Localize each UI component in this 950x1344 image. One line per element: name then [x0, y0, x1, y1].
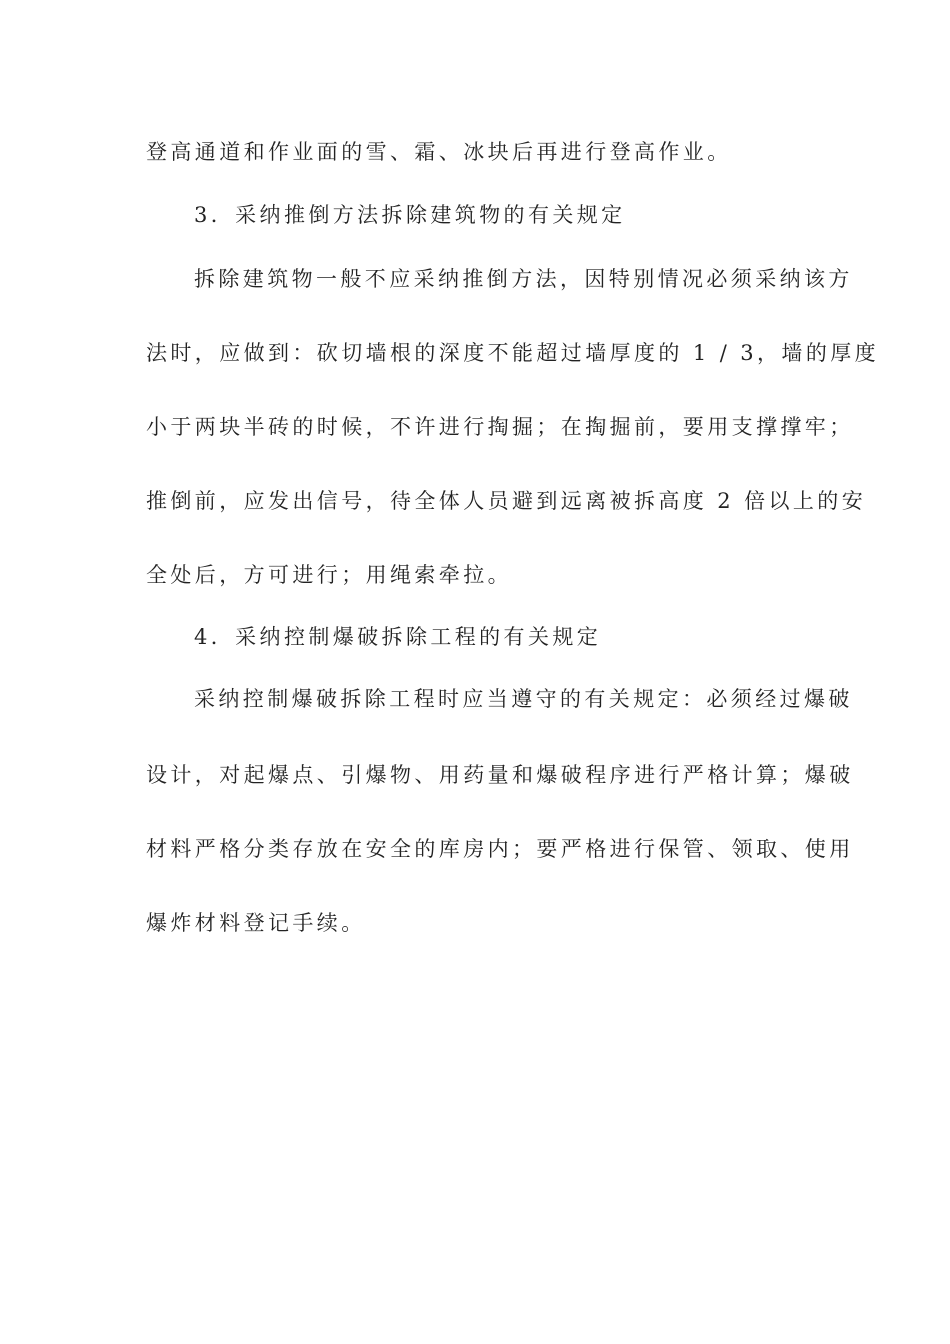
paragraph-line: 推倒前，应发出信号，待全体人员避到远离被拆高度 2 倍以上的安 [146, 489, 867, 513]
paragraph-line: 拆除建筑物一般不应采纳推倒方法，因特别情况必须采纳该方 [194, 267, 853, 291]
paragraph-line: 法时，应做到：砍切墙根的深度不能超过墙厚度的 1 / 3，墙的厚度 [146, 341, 880, 365]
section-heading-4: 4．采纳控制爆破拆除工程的有关规定 [194, 625, 602, 649]
paragraph-line: 登高通道和作业面的雪、霜、冰块后再进行登高作业。 [146, 140, 732, 164]
paragraph-line: 材料严格分类存放在安全的库房内；要严格进行保管、领取、使用 [146, 837, 854, 861]
paragraph-line: 全处后，方可进行；用绳索牵拉。 [146, 563, 512, 587]
paragraph-line: 小于两块半砖的时候，不许进行掏掘；在掏掘前，要用支撑撑牢； [146, 415, 854, 439]
section-heading-3: 3．采纳推倒方法拆除建筑物的有关规定 [194, 203, 626, 227]
paragraph-line: 爆炸材料登记手续。 [146, 911, 366, 935]
paragraph-line: 采纳控制爆破拆除工程时应当遵守的有关规定：必须经过爆破 [194, 687, 853, 711]
paragraph-line: 设计，对起爆点、引爆物、用药量和爆破程序进行严格计算；爆破 [146, 763, 854, 787]
